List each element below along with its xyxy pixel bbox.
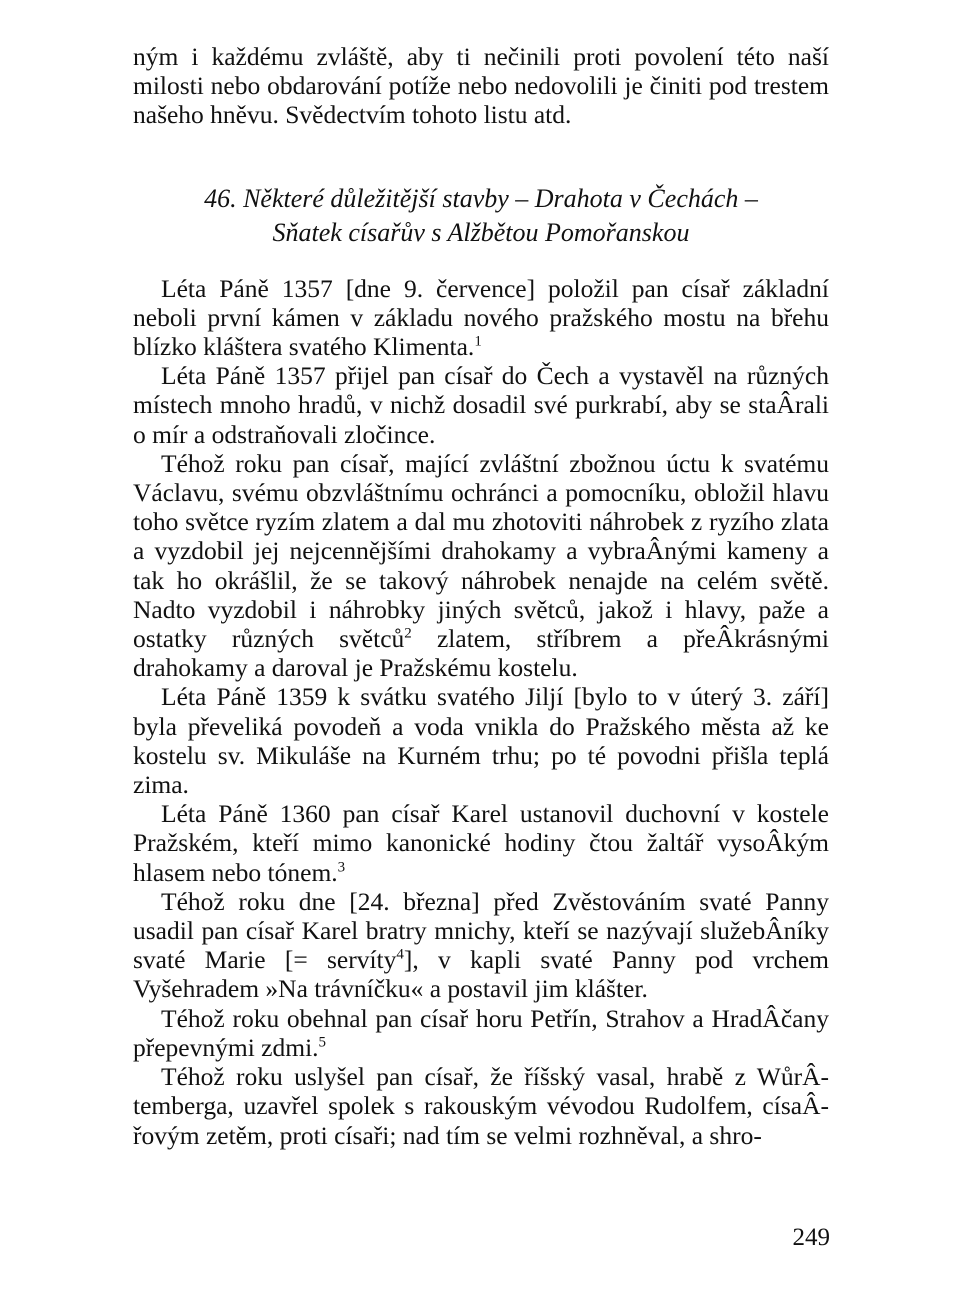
paragraph-1 [133, 274, 829, 362]
paragraph-7-text: Téhož roku obehnal pan císař horu Petřín, Strahov a HradÂčany přepevnými zdmi. [133, 1003, 829, 1062]
chapter-heading-line-2: Sňatek císařův s Alžbětou Pomořanskou [272, 217, 690, 247]
paragraph-1-text: Léta Páně 1357 [dne 9. července] položil pan císař základní neboli první kámen v základu nového pražského mostu na břehu blízko kláštera svatého Klimenta. [133, 273, 829, 362]
footnote-ref-2: 2 [404, 625, 412, 642]
footnote-ref-1: 1 [474, 333, 482, 350]
paragraph-3-text: Téhož roku pan císař, mající zvláštní zbožnou úctu k svatému Václavu, svému obzvláštnímu ochránci a pomocníku, obložil hlavu toho světce ryzím zlatem a dal mu zhotoviti náhrobek z ryzího zlata a vyzdobil jej nejcennějšími drahokamy a vybraÂnými kameny a tak ho okrášlil, že se takový náhrobek nenajde na celém světě. Nadto vyzdobil i náhrobky jiných světců, jakož i hlavy, paže a ostatky různých světců [133, 448, 829, 654]
paragraph-7 [133, 1004, 829, 1062]
paragraph-3 [133, 449, 829, 683]
footnote-ref-4: 4 [396, 946, 404, 963]
footnote-ref-5: 5 [318, 1034, 327, 1051]
paragraph-8 [133, 1062, 829, 1150]
paragraph-6 [133, 887, 829, 1004]
paragraph-4-text: Léta Páně 1359 k svátku svatého Jiljí [bylo to v úterý 3. září] byla převeliká povodeň a voda vnikla do Pražského města až ke kostelu sv. Mikuláše na Kurném trhu; po té povodni přišla teplá zima. [133, 682, 829, 800]
top-paragraph: ným i každému zvláště, aby ti nečinili proti povolení této naší milosti nebo obdarování potíže nebo nedovolili je činiti pod trestem našeho hněvu. Svědectvím tohoto listu atd. [133, 42, 829, 130]
chapter-heading-line-1: 46. Některé důležitější stavby – Drahota v Čechách – [204, 183, 758, 213]
paragraph-6-text-after: ], v kapli svaté Panny pod vrchem Vyšehradem »Na trávníčku« a postavil jim klášter. [133, 945, 829, 1004]
paragraph-5 [133, 799, 829, 887]
page-body [133, 42, 829, 1150]
paragraph-6-text: Téhož roku dne [24. března] před Zvěstováním svaté Panny usadil pan císař Karel bratry mnichy, kteří se nazývají služebÂníky svaté Marie [= servíty [133, 886, 829, 975]
paragraph-2-text: Léta Páně 1357 přijel pan císař do Čech a vystavěl na různých místech mnoho hradů, v nichž dosadil své purkrabí, aby se staÂrali o mír a odstraňovali zločince. [133, 361, 829, 449]
paragraph-3-text-after: zlatem, stříbrem a přeÂkrásnými drahokamy a daroval je Pražskému kostelu. [133, 624, 830, 683]
page-number: 249 [792, 1224, 830, 1251]
paragraph-5-text: Léta Páně 1360 pan císař Karel ustanovil duchovní v kostele Pražském, kteří mimo kanonické hodiny čtou žaltář vysoÂkým hlasem nebo tónem. [133, 799, 829, 887]
paragraph-4 [133, 682, 829, 799]
paragraph-2 [133, 361, 829, 449]
chapter-heading [133, 182, 829, 250]
footnote-ref-3: 3 [337, 859, 346, 876]
paragraph-8-text: Téhož roku uslyšel pan císař, že říšský vasal, hrabě z WůrÂtemberga, uzavřel spolek s rakouským vévodou Rudolfem, císaÂřovým zetěm, proti císaři; nad tím se velmi rozhněval, a shro- [133, 1062, 829, 1150]
